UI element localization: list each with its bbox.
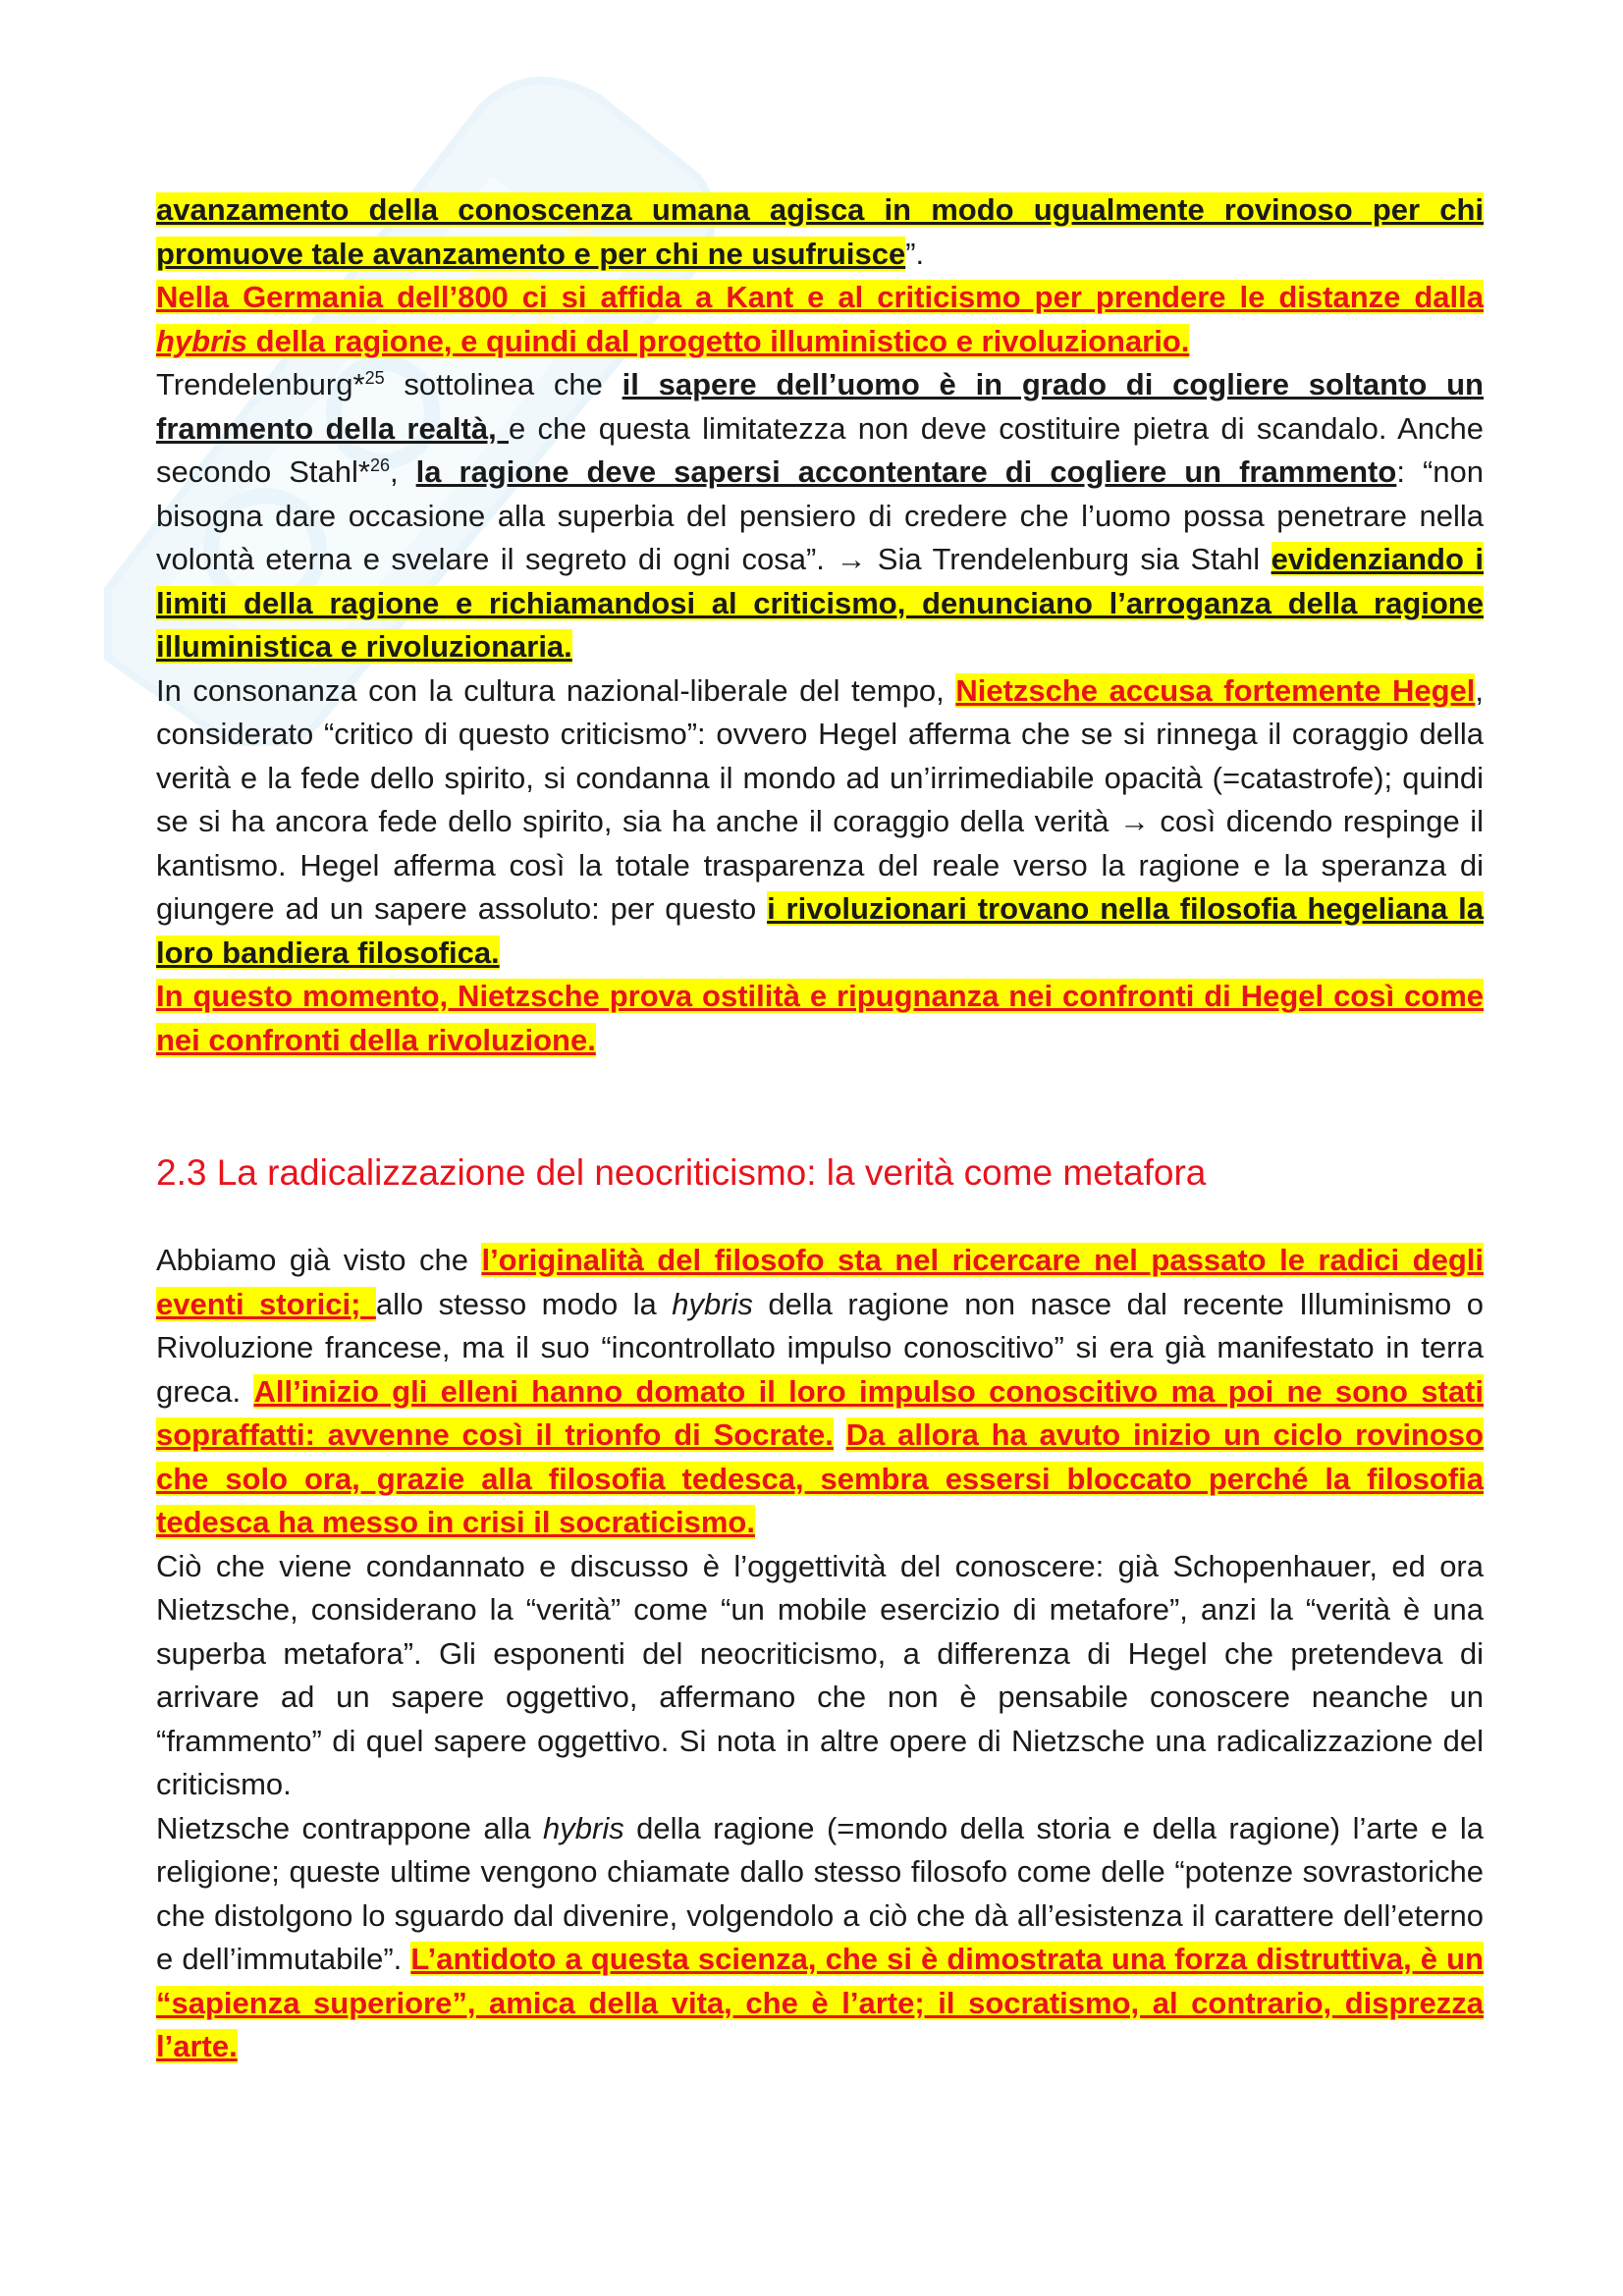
document-body xyxy=(156,188,1484,2069)
paragraph-7: Ciò che viene condannato e discusso è l’oggettività del conoscere: già Schopenhauer, ed ora Nietzsche, considerano la “verità” come “un mobile esercizio di metafore”, anzi la “verità è una superba metafora”. Gli esponenti del neocriticismo, a differenza di Hegel che pretendeva di arrivare ad un sapere oggettivo, affermano che non è pensabile conoscere neanche un “frammento” di quel sapere oggettivo. Si nota in altre opere di Nietzsche una radicalizzazione del criticismo. xyxy=(156,1548,1484,1801)
highlighted-text: All’inizio gli elleni hanno domato il loro impulso conoscitivo ma poi ne sono stati sopraffatti: avvenne così il trionfo di Socrate. xyxy=(156,1373,1484,1452)
highlighted-text: In questo momento, Nietzsche prova ostilità e ripugnanza nei confronti di Hegel così come nei confronti della rivoluzione. xyxy=(156,979,1484,1057)
highlighted-text: L’antidoto a questa scienza, che si è dimostrata una forza distruttiva, è un “sapienza superiore”, amica della vita, che è l’arte; il socratismo, al contrario, disprezza l’arte. xyxy=(156,1942,1484,2063)
highlighted-text: l’originalità del filosofo sta nel ricercare nel passato le radici degli eventi storici; xyxy=(156,1243,1484,1321)
footnote-ref: 25 xyxy=(364,368,385,388)
section-heading: 2.3 La radicalizzazione del neocriticismo: la verità come metafora xyxy=(156,1152,1207,1193)
paragraph-5 xyxy=(156,975,1484,1062)
paragraph-3: Trendelenburg*$^{25}$ sottolinea che il sapere dell’uomo è in grado di cogliere soltanto un frammento della realtà, e che questa limitatezza non deve costituire pietra di scandalo. Anche secondo Stahl*$^{26}$, la ragione deve sapersi accontentare di cogliere un frammento: “non bisogna dare occasione alla superbia del pensiero di credere che l’uomo possa penetrare nella volontà eterna e svelare il segreto di ogni cosa”. → Sia Trendelenburg sia Stahl evidenziando i limiti della ragione e richiamandosi al criticismo, denunciano l’arroganza della ragione illuministica e rivoluzionaria. xyxy=(156,367,1484,664)
highlighted-text: Nietzsche accusa fortemente Hegel xyxy=(955,672,1476,708)
underlined-text: la ragione deve sapersi accontentare di cogliere un frammento xyxy=(415,454,1397,489)
underlined-text: il sapere dell’uomo è in grado di cogliere soltanto un frammento della realtà, xyxy=(156,367,1484,446)
highlighted-text: Nella Germania dell’800 ci si affida a Kant e al criticismo per prendere le distanze dalla hybris della ragione, e quindi dal progetto illuministico e rivoluzionario. xyxy=(156,280,1484,358)
footnote-ref: 26 xyxy=(369,455,390,475)
highlighted-text: evidenziando i limiti della ragione e richiamandosi al criticismo, denunciano l’arroganza della ragione illuministica e rivoluzionaria. xyxy=(156,542,1484,664)
paragraph-8: Nietzsche contrappone alla hybris della ragione (=mondo della storia e della ragione) l’arte e la religione; queste ultime vengono chiamate dallo stesso filosofo come delle “potenze sovrastoriche che distolgono lo sguardo dal divenire, volgendolo a ciò che dà all’esistenza il carattere dell’eterno e dell’immutabile”. L’antidoto a questa scienza, che si è dimostrata una forza distruttiva, è un “sapienza superiore”, amica della vita, che è l’arte; il socratismo, al contrario, disprezza l’arte. xyxy=(156,1810,1484,2063)
paragraph-2 xyxy=(156,276,1484,363)
highlighted-text: avanzamento della conoscenza umana agisca in modo ugualmente rovinoso per chi promuove tale avanzamento e per chi ne usufruisce xyxy=(156,192,1484,271)
highlighted-text: i rivoluzionari trovano nella filosofia hegeliana la loro bandiera filosofica. xyxy=(156,891,1484,970)
paragraph-1: avanzamento della conoscenza umana agisca in modo ugualmente rovinoso per chi promuove tale avanzamento e per chi ne usufruisce”. xyxy=(156,192,1484,271)
paragraph-6: Abbiamo già visto che l’originalità del filosofo sta nel ricercare nel passato le radici degli eventi storici; allo stesso modo la hybris della ragione non nasce dal recente Illuminismo o Rivoluzione francese, ma il suo “incontrollato impulso conoscitivo” si era già manifestato in terra greca. All’inizio gli elleni hanno domato il loro impulso conoscitivo ma poi ne sono stati sopraffatti: avvenne così il trionfo di Socrate. Da allora ha avuto inizio un ciclo rovinoso che solo ora, grazie alla filosofia tedesca, sembra essersi bloccato perché la filosofia tedesca ha messo in crisi il socraticismo. xyxy=(156,1243,1484,1539)
paragraph-4: In consonanza con la cultura nazional-liberale del tempo, Nietzsche accusa fortemente Hegel, considerato “critico di questo criticismo”: ovvero Hegel afferma che se si rinnega il coraggio della verità e la fede dello spirito, si condanna il mondo ad un’irrimediabile opacità (=catastrofe); quindi se si ha ancora fede dello spirito, sia ha anche il coraggio della verità → così dicendo respinge il kantismo. Hegel afferma così la totale trasparenza del reale verso la ragione e la speranza di giungere ad un sapere assoluto: per questo i rivoluzionari trovano nella filosofia hegeliana la loro bandiera filosofica. xyxy=(156,672,1485,970)
highlighted-text: Da allora ha avuto inizio un ciclo rovinoso che solo ora, grazie alla filosofia tedesca, sembra essersi bloccato perché la filosofia tedesca ha messo in crisi il socraticismo. xyxy=(156,1417,1484,1539)
